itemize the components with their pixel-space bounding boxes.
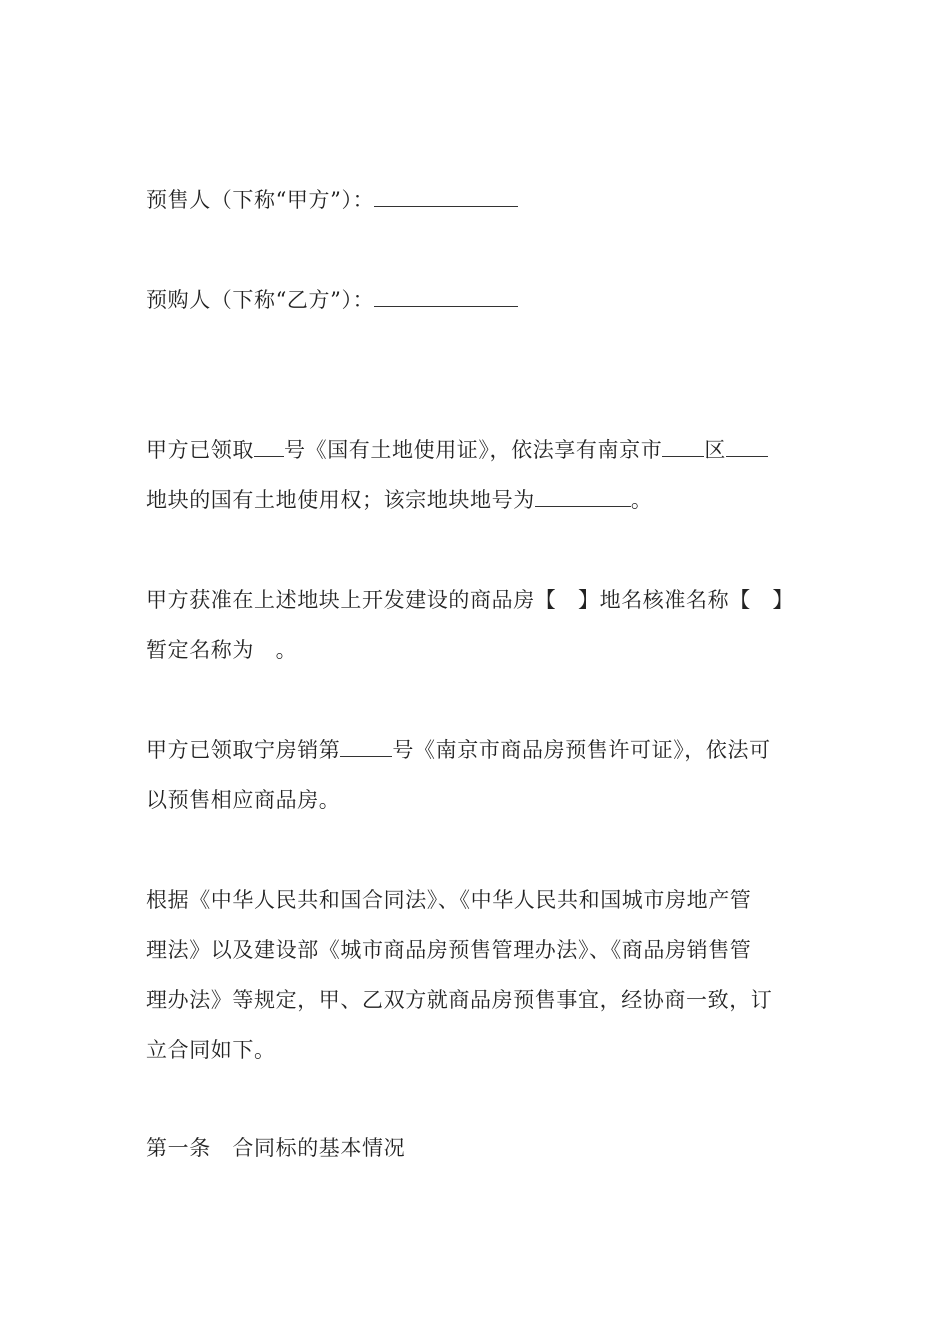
- para3-text-b: 号《南京市商品房预售许可证》，依法可: [392, 738, 771, 762]
- para1-text-a: 甲方已领取: [146, 438, 254, 462]
- para2-line1: 甲方获准在上述地块上开发建设的商品房【 】地名核准名称【 】: [146, 588, 794, 612]
- article1-title: 第一条 合同标的基本情况: [146, 1136, 406, 1160]
- para4-line1: 根据《中华人民共和国合同法》、《中华人民共和国城市房地产管: [146, 888, 752, 912]
- plot-number-blank: [535, 488, 631, 507]
- para1-text-b: 号《国有土地使用证》，依法享有南京市: [284, 438, 663, 462]
- permit-number-blank: [340, 738, 392, 757]
- plot-blank: [726, 438, 768, 457]
- para1-line1: [146, 436, 768, 464]
- para4-line4: 立合同如下。: [146, 1038, 276, 1062]
- para1-text-d: 地块的国有土地使用权；该宗地块地号为: [146, 488, 535, 512]
- para3-line2: 以预售相应商品房。: [146, 788, 341, 812]
- para4-line2: 理法》以及建设部《城市商品房预售管理办法》、《商品房销售管: [146, 938, 752, 962]
- buyer-label: 预购人（下称“乙方”）：: [146, 288, 375, 312]
- seller-line: [146, 186, 518, 214]
- para3-text-a: 甲方已领取宁房销第: [146, 738, 341, 762]
- para1-text-e: 。: [630, 488, 653, 512]
- buyer-blank: [374, 288, 518, 307]
- seller-blank: [374, 188, 518, 207]
- para4-line3: 理办法》等规定，甲、乙双方就商品房预售事宜，经协商一致，订: [146, 988, 773, 1012]
- para1-text-c: 区: [704, 438, 726, 462]
- district-blank: [662, 438, 704, 457]
- cert-number-blank: [254, 438, 284, 457]
- para3-line1: [146, 736, 771, 764]
- seller-label: 预售人（下称“甲方”）：: [146, 188, 375, 212]
- para1-line2: [146, 486, 652, 514]
- para2-line2: 暂定名称为 。: [146, 638, 298, 662]
- buyer-line: [146, 286, 518, 314]
